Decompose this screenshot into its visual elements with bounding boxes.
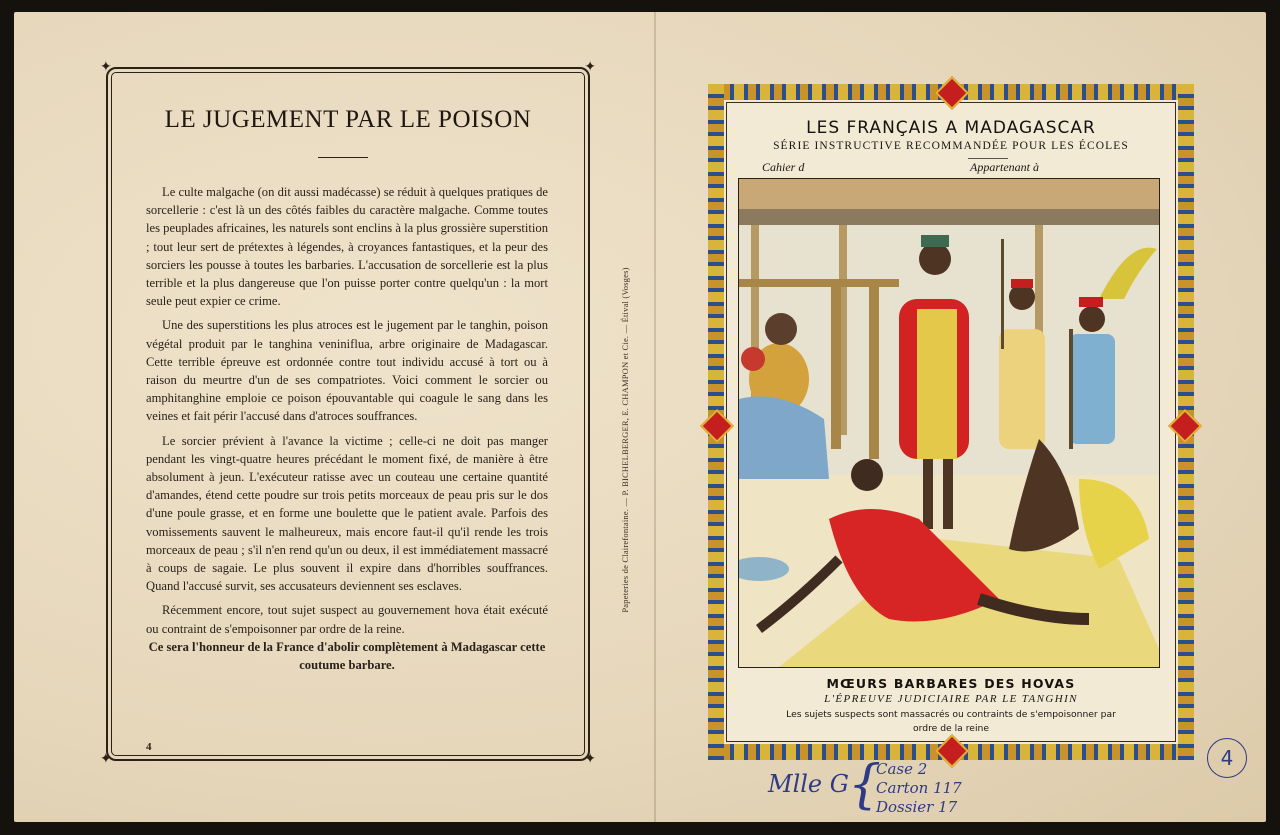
ornament-corner-icon: ✦ — [584, 60, 596, 75]
title-divider — [318, 157, 368, 158]
official-leg — [923, 459, 933, 529]
official-head — [919, 243, 951, 275]
handwritten-name: Mlle G — [768, 770, 849, 798]
handwritten-archive-ref — [876, 760, 962, 817]
circled-page-number: 4 — [1207, 738, 1247, 778]
child — [741, 347, 765, 371]
article-paragraph: Récemment encore, tout sujet suspect au gouvernement hova était exécuté ou contraint de s'empoisonner par ordre de la reine. — [146, 603, 548, 636]
illustration-scene — [739, 179, 1159, 667]
caption-title: MŒURS BARBARES DES HOVAS — [826, 676, 1076, 691]
loom-post — [869, 279, 879, 459]
spear — [1001, 239, 1004, 349]
page-number: 4 — [146, 741, 152, 753]
ornament-corner-icon: ✦ — [100, 60, 112, 75]
case-line: Case 2 — [876, 760, 928, 778]
official-hat — [921, 235, 949, 247]
official-leg — [943, 459, 953, 529]
cover-illustration — [738, 178, 1160, 668]
official-tunic — [917, 309, 957, 459]
loom-post — [831, 279, 841, 449]
executioner-head — [1079, 306, 1105, 332]
article-body — [146, 183, 548, 680]
accused-head — [851, 459, 883, 491]
brace-icon: { — [848, 755, 882, 815]
ornament-corner-icon: ✦ — [100, 752, 112, 767]
attendant-robe — [999, 329, 1045, 449]
dossier-line: Dossier 17 — [876, 798, 958, 816]
cover-subtitle: SÉRIE INSTRUCTIVE RECOMMANDÉE POUR LES ÉCOLES — [773, 140, 1129, 152]
owner-label: Appartenant à — [970, 160, 1039, 174]
article-title: LE JUGEMENT PAR LE POISON — [164, 106, 532, 133]
spear — [1069, 329, 1073, 449]
center-fold — [654, 12, 656, 822]
text-page-frame — [100, 60, 596, 767]
cahier-label: Cahier d — [762, 160, 805, 174]
ornament-corner-icon: ✦ — [584, 752, 596, 767]
article-paragraph: Le sorcier prévient à l'avance la victime ; celle-ci ne doit pas manger pendant les vingt-quatre heures précédant le moment fixé, de manière à être absolument à jeun. L'exécuteur ratisse avec un couteau une certaine quantité d'amandes, étend cette poudre sur trois petits morceaux de peau pris sur le dos d'une poule grasse, et en forme une boulette que le patient avale. Parfois des vomissements sauvent le malheureux, mais encore faut-il qu'il rende les trois morceaux de peau ; s'il n'en rend qu'un ou deux, il est immédiatement massacré à coups de sagaie. Le plus souvent il expire dans d'horribles souffrances. Quand l'accusé survit, ses accusateurs deviennent ses esclaves. — [146, 433, 548, 594]
roof-beam — [739, 209, 1159, 225]
carton-line: Carton 117 — [876, 779, 962, 797]
caption-text: Les sujets suspects sont massacrés ou contraints de s'empoisonner par ordre de la reine — [786, 709, 1116, 734]
woman-head — [765, 313, 797, 345]
article-paragraph: Le culte malgache (on dit aussi madécasse) se réduit à quelques pratiques de sorcellerie : c'est là un des côtés faibles du caractère malgache. Comme toutes les peuplades africaines, les naturels sont enclins à la plus grossière superstition ; tout leur sert de prétextes à légendes, à croyances fantastiques, et la peur des sorciers les pousse à toutes les barbaries. L'accusation de sorcellerie est la plus terrible et la plus dangereuse que l'on puisse porter contre quelqu'un : la mort seule peut expier ce crime. — [146, 185, 548, 309]
cover-page — [708, 84, 1194, 760]
executioner-tunic — [1069, 334, 1115, 444]
cover-title: LES FRANÇAIS A MADAGASCAR — [806, 118, 1096, 138]
label-rule — [968, 158, 1008, 159]
article-conclusion: Ce sera l'honneur de la France d'abolir complètement à Madagascar cette coutume barbare. — [148, 639, 546, 673]
printer-imprint: Papeteries de Clairefontaine. — P. BICHELBERGER, E. CHAMPON et Cie. — Étival (Vosges) — [620, 267, 630, 613]
executioner-cap — [1079, 297, 1103, 307]
article-paragraph: Une des superstitions les plus atroces est le jugement par le tanghin, poison végétal produit par le tanghina veniniflua, arbre originaire de Madagascar. Cette terrible épreuve est ordonnée contre tout individu accusé à tort ou à raison du meurtre d'un de ses compatriotes. Voici comment le sorcier ou amphitanghine emploie ce poison épouvantable qui coagule le sang dans les veines et fait périr l'accusé dans d'atroces souffrances. — [146, 318, 548, 424]
caption-subtitle: L'ÉPREUVE JUDICIAIRE PAR LE TANGHIN — [824, 693, 1078, 705]
attendant-cap — [1011, 279, 1033, 288]
roof — [739, 179, 1159, 209]
